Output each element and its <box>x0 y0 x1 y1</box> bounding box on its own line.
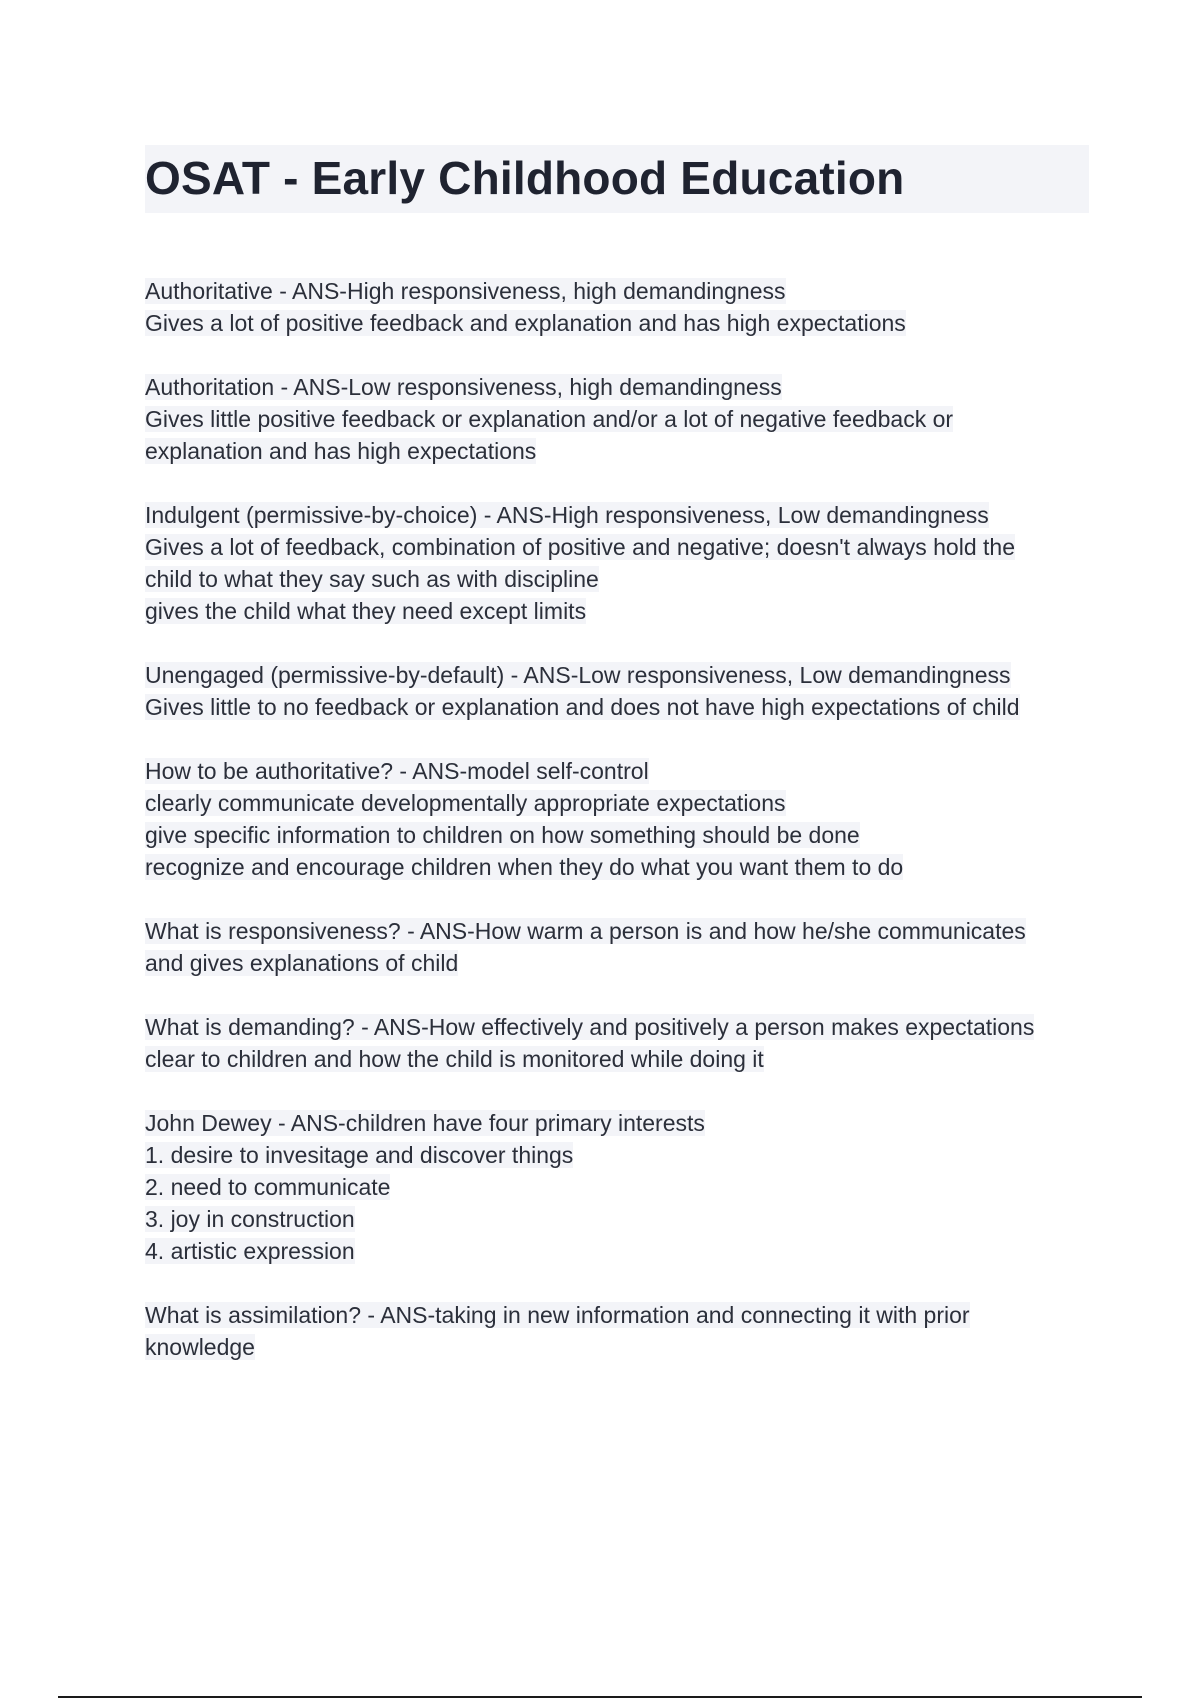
qa-line-text: and gives explanations of child <box>145 950 459 976</box>
qa-term-line <box>145 1107 1095 1139</box>
qa-term-line <box>145 275 1095 307</box>
qa-line-text: knowledge <box>145 1334 255 1360</box>
qa-entry <box>145 371 1095 467</box>
page-bottom-rule <box>58 1696 1142 1698</box>
qa-answer-line <box>145 1203 1095 1235</box>
qa-answer-line <box>145 1043 1095 1075</box>
qa-term-line <box>145 499 1095 531</box>
qa-answer-line <box>145 595 1095 627</box>
qa-answer-line <box>145 691 1095 723</box>
qa-answer-line <box>145 307 1095 339</box>
page-title: OSAT - Early Childhood Education <box>145 152 905 204</box>
qa-answer-line <box>145 1139 1095 1171</box>
qa-entry <box>145 659 1095 723</box>
qa-line-text: recognize and encourage children when they do what you want them to do <box>145 854 904 880</box>
qa-line-text: What is responsiveness? - ANS-How warm a person is and how he/she communicates <box>145 918 1026 944</box>
qa-entry <box>145 275 1095 339</box>
qa-answer-line <box>145 403 1095 435</box>
qa-entry <box>145 499 1095 627</box>
qa-line-text: What is demanding? - ANS-How effectively and positively a person makes expectations <box>145 1014 1035 1040</box>
qa-line-text: Gives a lot of positive feedback and explanation and has high expectations <box>145 310 906 336</box>
qa-answer-line <box>145 947 1095 979</box>
qa-line-text: Indulgent (permissive-by-choice) - ANS-High responsiveness, Low demandingness <box>145 502 989 528</box>
qa-line-text: 3. joy in construction <box>145 1206 355 1232</box>
qa-entry <box>145 1299 1095 1363</box>
document-body <box>145 275 1095 1395</box>
qa-line-text: Gives a lot of feedback, combination of positive and negative; doesn't always hold the <box>145 534 1015 560</box>
qa-term-line <box>145 1011 1095 1043</box>
qa-line-text: explanation and has high expectations <box>145 438 537 464</box>
qa-answer-line <box>145 1235 1095 1267</box>
qa-term-line <box>145 371 1095 403</box>
qa-term-line <box>145 1299 1095 1331</box>
qa-term-line <box>145 659 1095 691</box>
qa-line-text: give specific information to children on how something should be done <box>145 822 860 848</box>
qa-line-text: John Dewey - ANS-children have four primary interests <box>145 1110 705 1136</box>
qa-answer-line <box>145 531 1095 563</box>
qa-term-line <box>145 915 1095 947</box>
qa-line-text: What is assimilation? - ANS-taking in new information and connecting it with prior <box>145 1302 970 1328</box>
qa-entry <box>145 915 1095 979</box>
qa-answer-line <box>145 1171 1095 1203</box>
qa-entry <box>145 1107 1095 1267</box>
qa-line-text: Gives little positive feedback or explanation and/or a lot of negative feedback or <box>145 406 954 432</box>
qa-answer-line <box>145 435 1095 467</box>
qa-term-line <box>145 755 1095 787</box>
title-banner <box>145 145 1089 213</box>
qa-line-text: clearly communicate developmentally appropriate expectations <box>145 790 786 816</box>
qa-line-text: Unengaged (permissive-by-default) - ANS-Low responsiveness, Low demandingness <box>145 662 1011 688</box>
qa-line-text: Authoritative - ANS-High responsiveness, high demandingness <box>145 278 786 304</box>
qa-line-text: 4. artistic expression <box>145 1238 355 1264</box>
qa-answer-line <box>145 1331 1095 1363</box>
qa-answer-line <box>145 851 1095 883</box>
qa-line-text: How to be authoritative? - ANS-model self-control <box>145 758 649 784</box>
qa-answer-line <box>145 819 1095 851</box>
qa-line-text: child to what they say such as with discipline <box>145 566 599 592</box>
qa-line-text: 1. desire to invesitage and discover things <box>145 1142 574 1168</box>
qa-answer-line <box>145 563 1095 595</box>
qa-entry <box>145 755 1095 883</box>
qa-line-text: 2. need to communicate <box>145 1174 391 1200</box>
qa-line-text: Authoritation - ANS-Low responsiveness, high demandingness <box>145 374 782 400</box>
qa-entry <box>145 1011 1095 1075</box>
qa-line-text: Gives little to no feedback or explanation and does not have high expectations of child <box>145 694 1020 720</box>
qa-answer-line <box>145 787 1095 819</box>
qa-line-text: clear to children and how the child is monitored while doing it <box>145 1046 764 1072</box>
qa-line-text: gives the child what they need except limits <box>145 598 587 624</box>
